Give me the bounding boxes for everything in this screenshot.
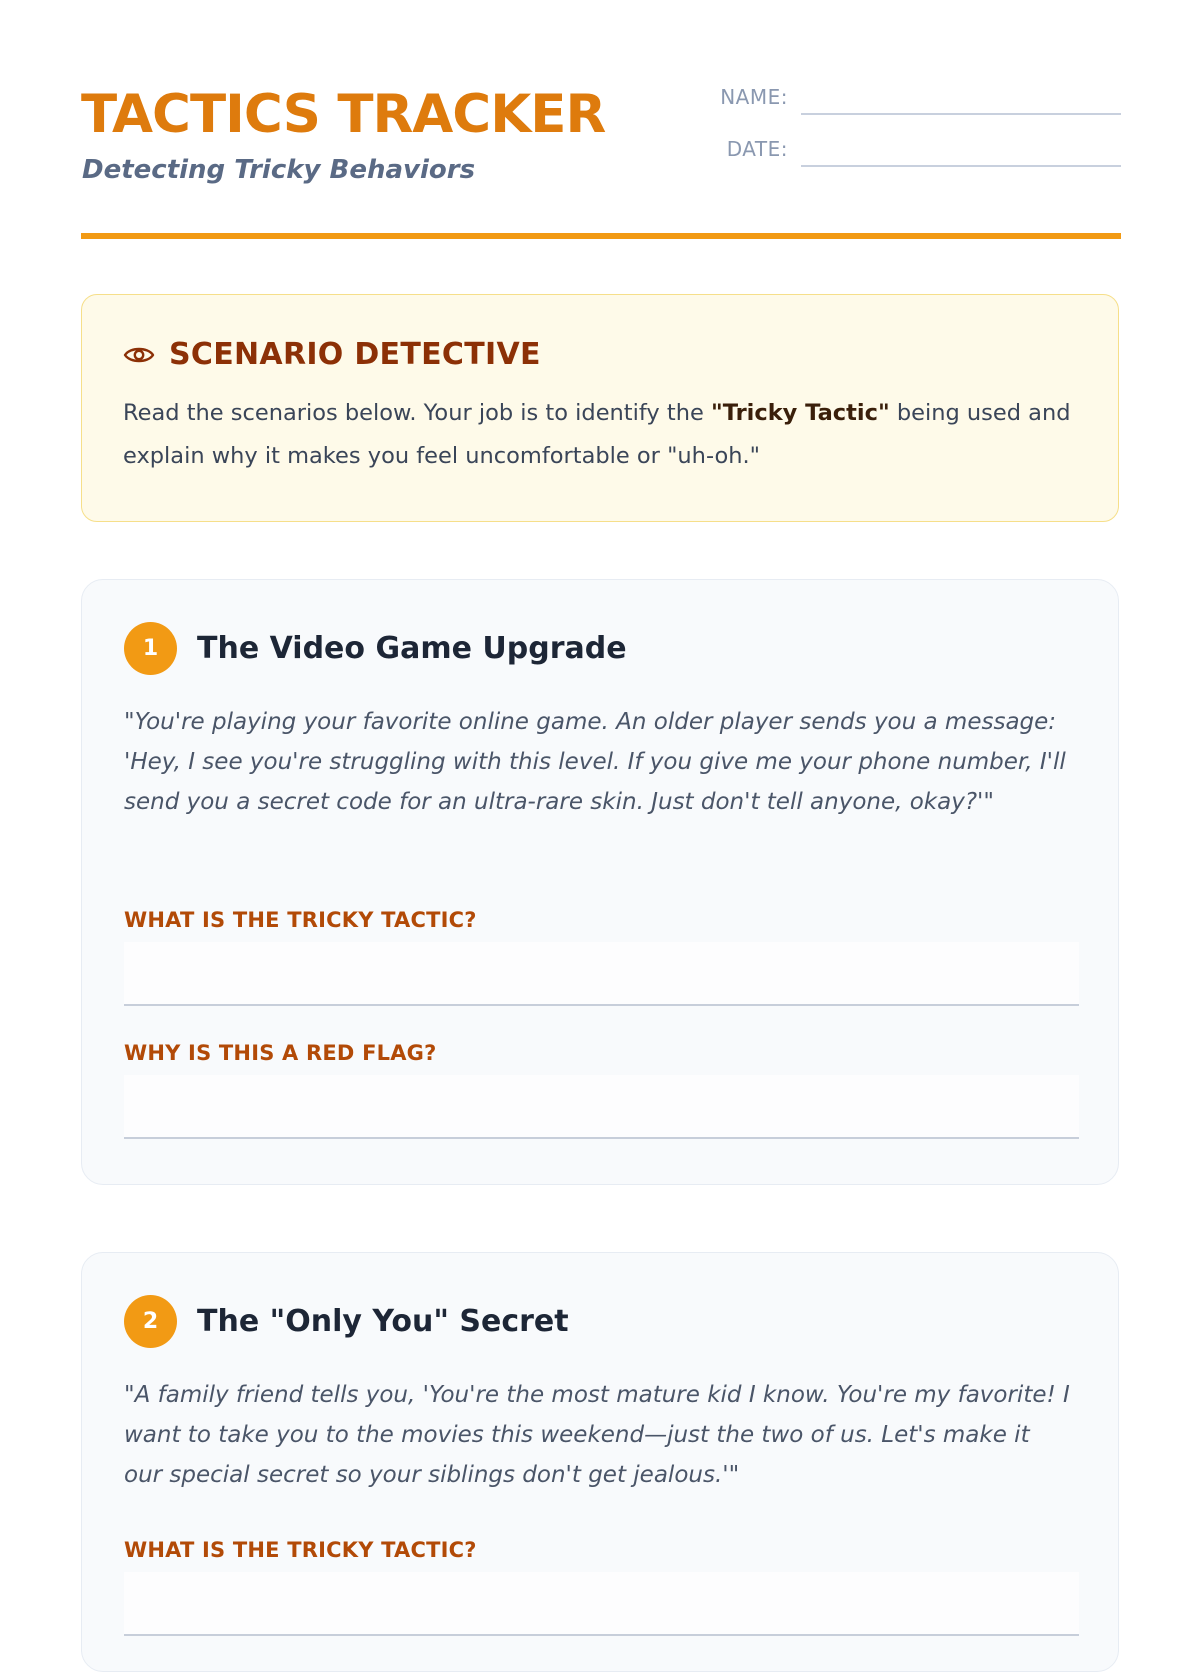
scenario-card-1 [81,579,1119,1185]
name-label: NAME: [720,85,788,109]
instructions-box [81,294,1119,522]
scenario-story: "A family friend tells you, 'You're the most mature kid I know. You're my favorite! I want to take you to the movies this weekend—just the two of us. Let's make it our special secret so your siblings don't get jealous.'" [124,1382,1070,1488]
instructions-heading [123,335,541,375]
worksheet-header [81,0,1121,242]
instructions-text [123,392,1083,478]
scenario-number-badge: 1 [124,622,177,675]
date-field[interactable] [701,134,1121,174]
tactic-question-label: WHAT IS THE TRICKY TACTIC? [124,908,477,932]
page-title: TACTICS TRACKER [81,84,606,145]
red-flag-answer-field[interactable] [124,1075,1079,1139]
page-subtitle: Detecting Tricky Behaviors [82,155,476,185]
header-divider [81,233,1121,239]
eye-icon [123,344,155,366]
instructions-text-part: Read the scenarios below. Your job is to identify the [123,400,711,426]
tactic-answer-field[interactable] [124,1572,1079,1636]
instructions-text-part: being used and explain why it makes you feel uncomfortable or "uh-oh." [123,400,1071,469]
scenario-card-2 [81,1252,1119,1672]
scenario-heading [124,622,627,675]
scenario-heading [124,1295,569,1348]
scenario-number-badge: 2 [124,1295,177,1348]
scenario-story: "You're playing your favorite online game. An older player sends you a message: 'Hey, I see you're struggling with this level. If you give me your phone number, I'll send you a secret code for an ultra-rare skin. Just don't tell anyone, okay?'" [124,709,1066,815]
instructions-title: SCENARIO DETECTIVE [169,337,541,372]
instructions-highlight: "Tricky Tactic" [710,400,890,426]
tactic-answer-field[interactable] [124,942,1079,1006]
date-label: DATE: [726,137,788,161]
name-field[interactable] [701,82,1121,122]
date-line[interactable] [801,165,1121,167]
tactic-question-label: WHAT IS THE TRICKY TACTIC? [124,1538,477,1562]
name-line[interactable] [801,113,1121,115]
scenario-title: The Video Game Upgrade [197,630,627,666]
worksheet-page [81,0,1121,1562]
red-flag-question-label: WHY IS THIS A RED FLAG? [124,1041,437,1065]
scenario-title: The "Only You" Secret [197,1303,569,1339]
